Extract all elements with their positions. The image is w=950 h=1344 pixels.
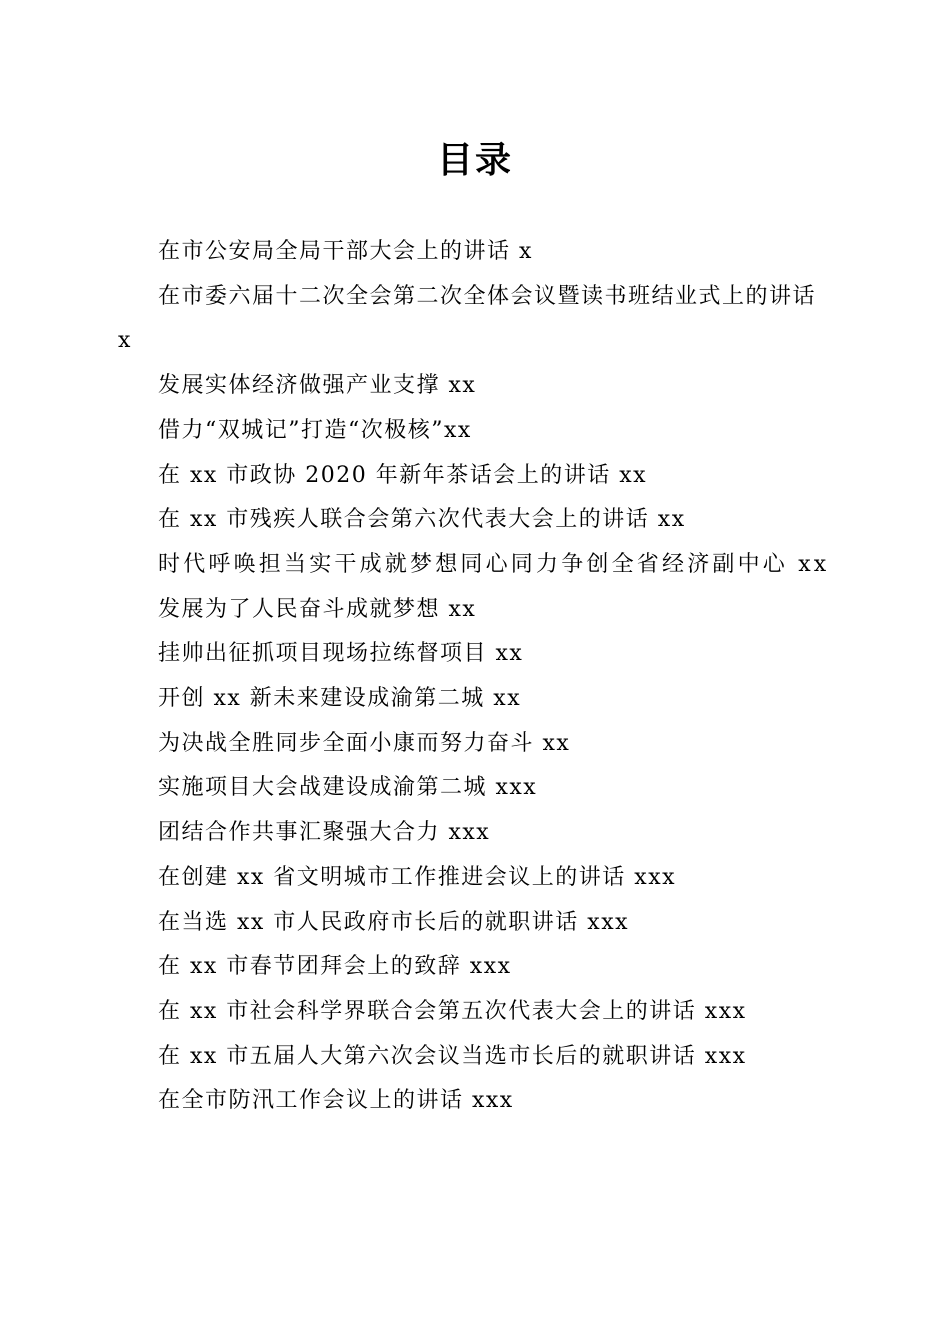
toc-entry: 在 xx 市政协 2020 年新年茶话会上的讲话 xx <box>158 462 648 488</box>
toc-entry: 在 xx 市五届人大第六次会议当选市长后的就职讲话 xxx <box>158 1043 747 1069</box>
toc-entry: 在创建 xx 省文明城市工作推进会议上的讲话 xxx <box>158 864 677 890</box>
toc-entry: 在全市防汛工作会议上的讲话 xxx <box>158 1088 514 1114</box>
toc-entry: 时代呼唤担当实干成就梦想同心同力争创全省经济副中心 xx <box>158 551 830 577</box>
toc-entry: 在 xx 市社会科学界联合会第五次代表大会上的讲话 xxx <box>158 998 747 1024</box>
toc-entry: 发展为了人民奋斗成就梦想 xx <box>158 596 477 622</box>
toc-entry: 在 xx 市春节团拜会上的致辞 xxx <box>158 954 512 980</box>
toc-entry: 实施项目大会战建设成渝第二城 xxx <box>158 775 538 801</box>
toc-entry: 团结合作共事汇聚强大合力 xxx <box>158 820 491 846</box>
toc-entry: 开创 xx 新未来建设成渝第二城 xx <box>158 686 522 712</box>
toc-entry: 在当选 xx 市人民政府市长后的就职讲话 xxx <box>158 909 630 935</box>
toc-entry: 在 xx 市残疾人联合会第六次代表大会上的讲话 xx <box>158 507 686 533</box>
toc-entry: 借力“双城记”打造“次极核”xx <box>158 417 472 443</box>
toc-entry: 发展实体经济做强产业支撑 xx <box>158 373 477 399</box>
toc-entry: 为决战全胜同步全面小康而努力奋斗 xx <box>158 730 571 756</box>
toc-entry: 在市公安局全局干部大会上的讲话 x <box>158 239 533 264</box>
page-title: 目录 <box>436 139 513 181</box>
toc-entry: 挂帅出征抓项目现场拉练督项目 xx <box>158 641 524 667</box>
toc-entry: 在市委六届十二次全会第二次全体会议暨读书班结业式上的讲话 x <box>118 283 817 354</box>
table-of-contents <box>118 230 830 1124</box>
